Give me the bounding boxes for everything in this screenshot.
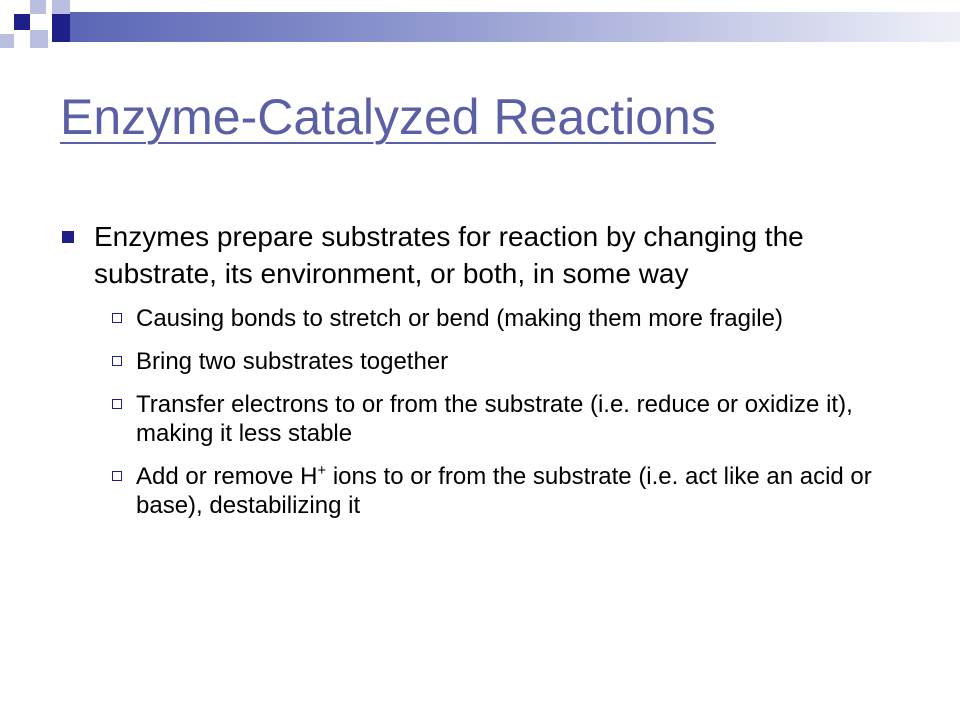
- slide-content: [60, 218, 920, 534]
- sub-bullet-list: [60, 304, 920, 520]
- decor-square-dark-1: [14, 14, 30, 30]
- square-bullet-icon: [62, 231, 74, 243]
- hollow-square-bullet-icon: [112, 399, 122, 409]
- decor-square-light-1: [30, 0, 46, 14]
- decor-square-light-3: [52, 0, 70, 14]
- hollow-square-bullet-icon: [112, 313, 122, 323]
- sub-bullet-text: Transfer electrons to or from the substrate (i.e. reduce or oxidize it), making it less stable: [136, 391, 853, 447]
- superscript-plus: +: [317, 462, 327, 479]
- slide-title: Enzyme-Catalyzed Reactions: [60, 89, 716, 145]
- sub-bullet: [112, 347, 920, 376]
- hollow-square-bullet-icon: [112, 471, 122, 481]
- sub-bullet-text-before: Add or remove H: [136, 463, 318, 490]
- main-bullet-text: Enzymes prepare substrates for reaction by changing the substrate, its environment, or both, in some way: [94, 221, 804, 289]
- main-bullet: [60, 218, 920, 292]
- decor-square-dark-2: [52, 14, 70, 42]
- decor-square-light-2: [30, 30, 48, 48]
- hollow-square-bullet-icon: [112, 356, 122, 366]
- sub-bullet: [112, 390, 920, 448]
- sub-bullet-text-after: ions to or from the substrate (i.e. act like an acid or base), destabilizing it: [136, 463, 872, 519]
- sub-bullet: [112, 462, 920, 520]
- header-gradient-bar: [70, 12, 960, 42]
- sub-bullet: [112, 304, 920, 333]
- sub-bullet-text: Bring two substrates together: [136, 348, 449, 375]
- sub-bullet-text: Causing bonds to stretch or bend (making them more fragile): [136, 305, 783, 332]
- decor-square-light-4: [0, 34, 14, 48]
